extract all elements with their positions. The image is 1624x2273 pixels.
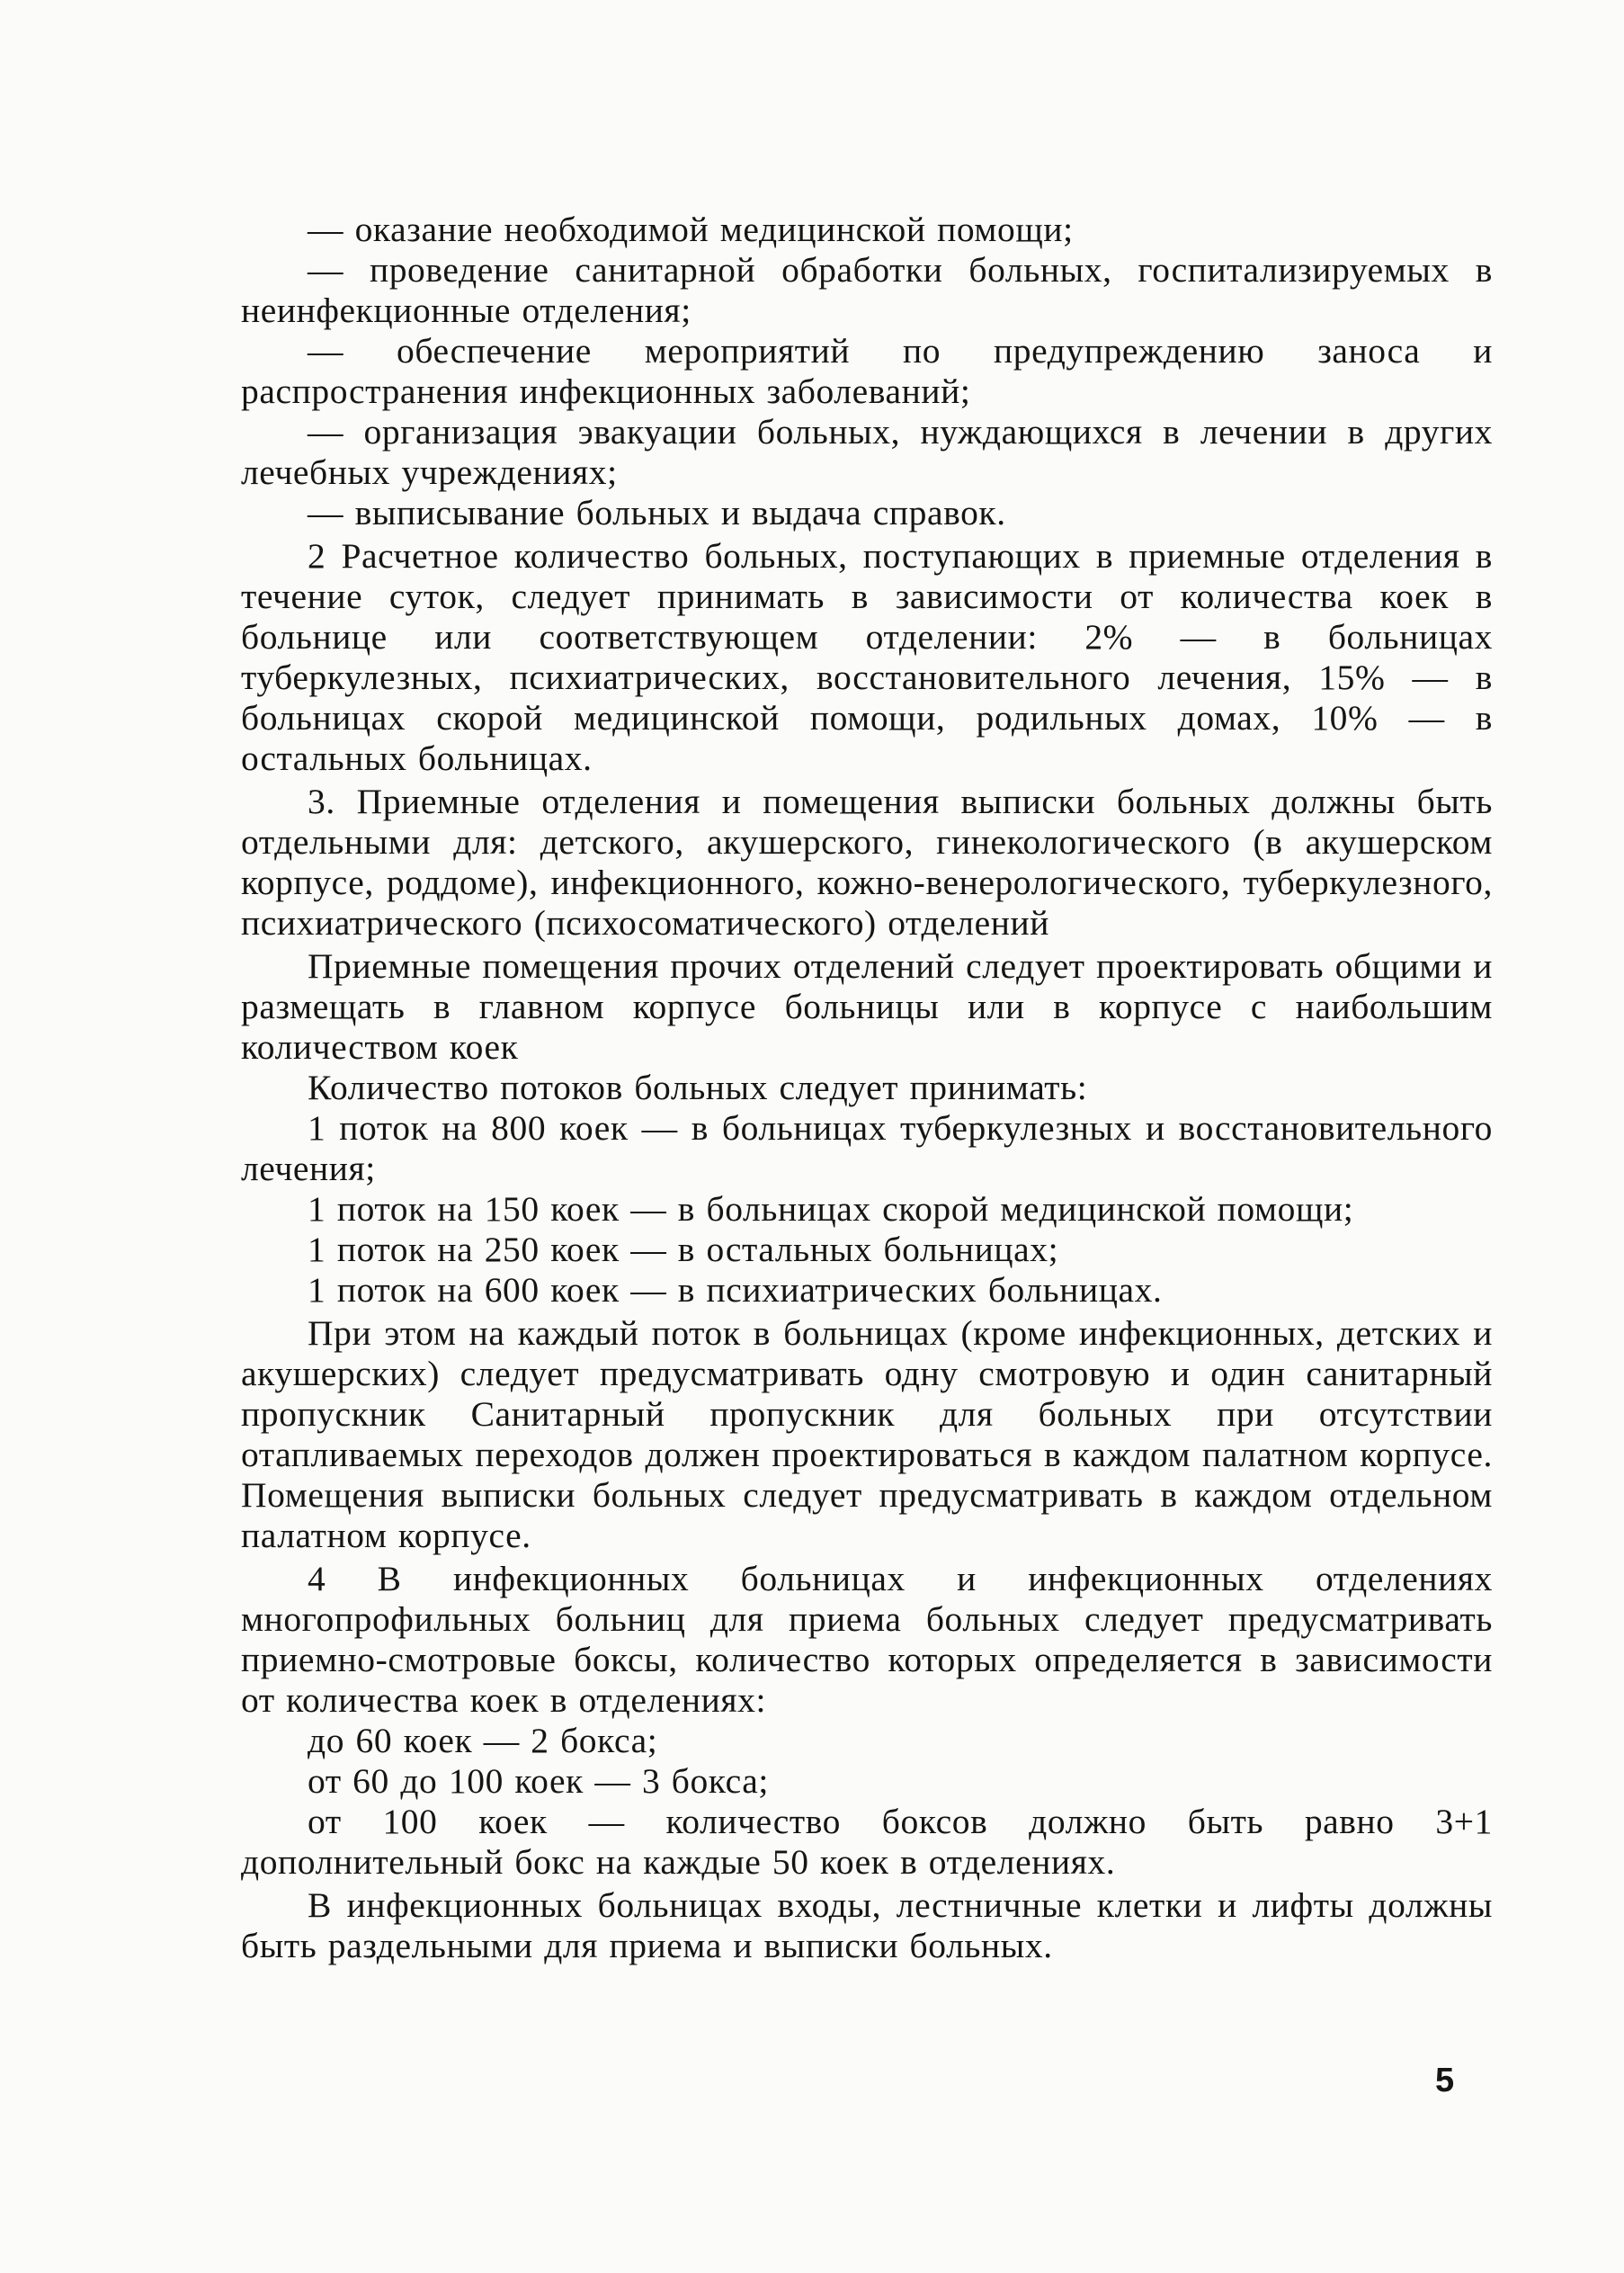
paragraph-sanitary-treatment: — проведение санитарной обработки больных, госпитализируемых в неинфекционные отделения; xyxy=(241,250,1493,330)
list-item-boxes-60: до 60 коек — 2 бокса; xyxy=(308,1721,658,1760)
paragraph-separate-entrances: В инфекционных больницах входы, лестничные клетки и лифты должны быть раздельными для приема и выписки больных. xyxy=(241,1885,1493,1965)
paragraph-other-departments: Приемные помещения прочих отделений следует проектировать общими и размещать в главном корпусе больницы или в корпусе с наибольшим количеством коек xyxy=(241,946,1493,1067)
paragraph-discharge: — выписывание больных и выдача справок. xyxy=(308,493,1006,532)
paragraph-section-3: 3. Приемные отделения и помещения выписки больных должны быть отдельными для: детского, акушерского, гинекологического (в акушерском корпусе, роддоме), инфекционного, кожно-венерологического, туберкулезного, психиатрического (психосоматического) отделений xyxy=(241,782,1493,943)
paragraph-evacuation: — организация эвакуации больных, нуждающихся в лечении в других лечебных учреждениях; xyxy=(241,412,1493,492)
document-body xyxy=(241,210,1493,1966)
list-item-flow-800: 1 поток на 800 коек — в больницах туберкулезных и восстановительного лечения; xyxy=(241,1108,1493,1188)
paragraph-flows-intro: Количество потоков больных следует принимать: xyxy=(308,1068,1088,1107)
list-item-flow-150: 1 поток на 150 коек — в больницах скорой медицинской помощи; xyxy=(308,1189,1354,1229)
paragraph-infection-prevention: — обеспечение мероприятий по предупреждению заноса и распространения инфекционных заболеваний; xyxy=(241,331,1493,411)
paragraph-examination-rooms: При этом на каждый поток в больницах (кроме инфекционных, детских и акушерских) следует предусматривать одну смотровую и один санитарный пропускник Санитарный пропускник для больных при отсутствии отапливаемых переходов должен проектироваться в каждом палатном корпусе. Помещения выписки больных следует предусматривать в каждом отдельном палатном корпусе. xyxy=(241,1313,1493,1555)
list-item-boxes-60-100: от 60 до 100 коек — 3 бокса; xyxy=(308,1761,769,1801)
list-item-flow-600: 1 поток на 600 коек — в психиатрических больницах. xyxy=(308,1270,1163,1310)
list-item-boxes-100: от 100 коек — количество боксов должно быть равно 3+1 дополнительный бокс на каждые 50 коек в отделениях. xyxy=(241,1802,1493,1882)
paragraph-medical-aid: — оказание необходимой медицинской помощи; xyxy=(308,210,1074,249)
paragraph-section-4: 4 В инфекционных больницах и инфекционных отделениях многопрофильных больниц для приема больных следует предусматривать приемно-смотровые боксы, количество которых определяется в зависимости от количества коек в отделениях: xyxy=(241,1559,1493,1720)
list-item-flow-250: 1 поток на 250 коек — в остальных больницах; xyxy=(308,1230,1059,1269)
paragraph-section-2: 2 Расчетное количество больных, поступающих в приемные отделения в течение суток, следует принимать в зависимости от количества коек в больнице или соответствующем отделении: 2% — в больницах туберкулезных, психиатрических, восстановительного лечения, 15% — в больницах скорой медицинской помощи, родильных домах, 10% — в остальных больницах. xyxy=(241,536,1493,778)
page-number: 5 xyxy=(1435,2062,1455,2099)
